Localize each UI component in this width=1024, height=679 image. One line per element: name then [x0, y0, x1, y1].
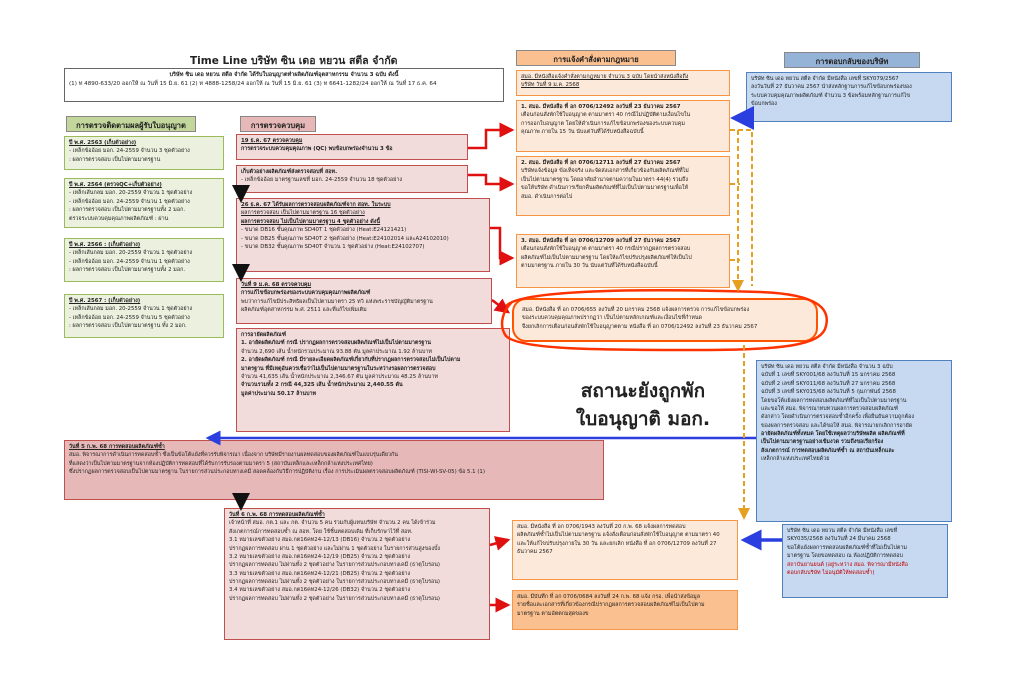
text-line: ลงวันวันที่ 27 ธันวาคม 2567 นำส่งหลักฐานการแก้ไขข้อบกพร่องของ	[751, 84, 912, 91]
text-line: 1. อายัดผลิตภัณฑ์ กรณี ปรากฏผลการตรวจสอบผลิตภัณฑ์ไม่เป็นไปตามมาตรฐาน	[241, 340, 431, 347]
text-line: เหล็กกล้าแห่งประเทศไทยด้วย	[761, 456, 830, 463]
text-line: บริษัทแจ้งข้อมูล ข้อเท็จจริง และจัดส่งเอกสารที่เกี่ยวข้องกับผลิตภัณฑ์ที่ไม่	[521, 168, 689, 175]
text-line: - เหล็กข้ออ้อย มอก. 24-2559 จำนวน 1 ชุดตัวอย่าง	[69, 198, 190, 205]
text-line: 3.1 หมายเลขตัวอย่าง สมอ.กต16คท24-12/13 (DB16) จำนวน 2 ชุดตัวอย่าง	[229, 537, 411, 544]
header-company-reply: การตอบกลับของบริษัท	[784, 52, 920, 68]
text-line: - ขนาด DB25 ชั้นคุณภาพ SD40T 2 ชุดตัวอย่าง (Heat:E24102014 และA24102010)	[241, 235, 449, 242]
text-line: : ผลการตรวจสอบ เป็นไปตามมาตรฐาน	[69, 156, 161, 163]
text-line: ปี พ.ศ. 2564 (ตรวจQC+เก็บตัวอย่าง)	[69, 182, 162, 188]
text-line: 1. สมอ. มีหนังสือ ที่ อก 0706/12492 ลงวันที่ 23 ธันวาคม 2567	[521, 104, 681, 110]
text-line: สมอ. มีหนังสือแจ้งคำสั่งตามกฎหมาย จำนวน 3 ฉบับ โดยนำส่งหนังสือถึง	[521, 74, 689, 80]
text-line: มาตรฐาน ตามอัตตกมสุดของข	[517, 610, 589, 617]
text-line: 3.2 หมายเลขตัวอย่าง สมอ.กต16คท24-12/19 (DB25) จำนวน 2 ชุดตัวอย่าง	[229, 553, 411, 560]
text-line: สถาบันยานยนต์ (อยู่ระหว่าง สมอ. พิจารณามีหนังสือ	[787, 561, 908, 568]
text-line: : ผลการตรวจสอบ เป็นไปตามมาตรฐานทั้ง 2 มอก.	[69, 267, 186, 274]
text-line: วันที่ 6 ก.พ. 68 การทดสอบผลิตภัณฑ์ซ้ำ	[229, 512, 325, 518]
text-line: คุณภาพ ภายใน 15 วัน นับแต่วันที่ได้รับหนังสือฉบับนี้	[521, 129, 644, 136]
text-line: 19 ธ.ค. 67 ตรวจควบคุม	[241, 138, 303, 144]
arrow-control-to-letter-12492	[468, 130, 512, 148]
text-line: สมอ. พิจารณาการดำเนินการทดสอบซ้ำ ซึ่งเป็นข้อโต้แย้งที่ควรรับพิจารณา เนื่องจาก บริษัทมีรายงานผลทดสอบของผลิตภัณฑ์ในแบบรุ่นเดียวกัน	[69, 452, 398, 459]
text-line: ฉบับที่ 2 เลขที่ SKY011/68 ลงวันวันที่ 27 มกราคม 2568	[761, 380, 896, 387]
text-line: ปรากฏผลการทดสอบ ไม่ผ่านทั้ง 2 ชุดตัวอย่าง ในรายการส่วนประกอบทางเคมี (ธาตุโบรอน)	[229, 579, 441, 585]
text-line: ผลิตภัณฑ์อุตสาหกรรม พ.ศ. 2511 และที่แก้ไขเพิ่มเติม	[241, 307, 367, 314]
text-line: ตรวจระบบควบคุมคุณภาพผลิตภัณฑ์ : ผ่าน	[69, 215, 169, 222]
text-line: บริษัท วันที่ 9 ม.ค. 2568	[521, 82, 580, 89]
text-line: การอายัดผลิตภัณฑ์	[241, 332, 287, 338]
text-line: ธันวาคม 2567	[517, 549, 553, 556]
text-line: 2. สมอ. มีหนังสือ ที่ อก 0706/12711 ลงวันที่ 27 ธันวาคม 2567	[521, 160, 681, 166]
text-line: สมอ. ดำเนินการต่อไป	[521, 193, 573, 200]
text-line: สมอ. มีหนังสือ ที่ อก 0706/1943 ลงวันที่ 20 ก.พ. 68 แจ้งผลการทดสอบ	[517, 524, 686, 530]
arrow-retest-to-letter-1943	[490, 540, 508, 545]
text-line: - ขนาด DB16 ชั้นคุณภาพ SD40T 1 ชุดตัวอย่าง (Heat:E24121421)	[241, 227, 407, 234]
text-line: - ขนาด DB32 ชั้นคุณภาพ SD40T จำนวน 1 ชุดตัวอย่าง (Heat:E24102707)	[241, 243, 425, 250]
text-line: - เหล็กข้ออ้อย มอก. 24-2559 จำนวน 1 ชุดตัวอย่าง	[69, 258, 190, 265]
text-line: ขอโต้แย้งผลการทดสอบผลิตภัณฑ์ซ้ำที่ไม่เป็นไปตาม	[787, 544, 907, 551]
text-line: และขอให้ สมอ. พิจารณาทบทวนผลการตรวจสอบผลิตภัณฑ์	[761, 405, 899, 412]
intro-line-1: บริษัท ซิน เดอ หยวน สตีล จำกัด ได้รับใบอนุญาตทำผลิตภัณฑ์อุตสาหกรรม จำนวน 3 ฉบับ ดังนี้	[169, 72, 399, 78]
text-line: มาตรฐาน ที่มีเหตุอันควรเชื่อว่าไม่เป็นไปตามมาตรฐานในระหว่างรอผลการตรวจสอบ	[241, 365, 436, 372]
text-line: พบว่าการแก้ไขมีประสิทธิผลเป็นไปตามมาตรา 25 ทวิ แห่งพระราชบัญญัติมาตรฐาน	[241, 298, 433, 305]
text-line: จำนวนรวมทั้ง 2 กรณี 44,325 เส้น น้ำหนักประมาณ 2,440.55 ตัน	[241, 382, 403, 389]
text-line: บริษัท ซิน เดอ หยวน สตีล จำกัด มีหนังสือ เลขที่ SKY079/2567	[751, 76, 899, 82]
text-line: - เหล็กข้ออ้อย มอก. 24-2559 จำนวน 5 ชุดตัวอย่าง	[69, 314, 190, 321]
text-line: ผลิตภัณฑ์ไม่เป็นไปตามมาตรฐาน โดยให้แก้ไขปรับปรุงผลิตภัณฑ์ให้เป็นไป	[521, 254, 692, 261]
text-line: การตรวจระบบควบคุมคุณภาพ (QC) พบข้อบกพร่องจำนวน 3 ข้อ	[241, 146, 393, 153]
text-line: การออกใบอนุญาต โดยให้ดำเนินการแก้ไขข้อบกพร่องของระบบควบคุม	[521, 120, 685, 127]
text-line: จำนวน 2,690 เส้น น้ำหนักรวมประมาณ 93.88 ตัน มูลค่าประมาณ 1.92 ล้านบาท	[241, 348, 432, 355]
text-line: เตือนก่อนสั่งพักใช้ใบอนุญาต ตามมาตรา 40 กรณีไม่ปฏิบัติตามเงื่อนไขใน	[521, 112, 691, 119]
text-line: อายัดผลิตภัณฑ์ทั้งหมด โดยใช้เหตุผลว่าบริษัทผลิต ผลิตภัณฑ์ที่	[761, 431, 905, 437]
text-line: 3. สมอ. มีหนังสือ ที่ อก 0706/12709 ลงวันที่ 27 ธันวาคม 2567	[521, 238, 681, 244]
text-line: ฉบับที่ 3 เลขที่ SKY015/68 ลงวันวันที่ 5 กุมภาพันธ์ 2568	[761, 389, 896, 396]
text-line: จำนวน 41,635 เส้น น้ำหนักประมาณ 2,346.67 ตัน มูลค่าประมาณ 48.25 ล้านบาท	[241, 373, 438, 380]
text-line: ปี พ.ศ. 2566 : (เก็บตัวอย่าง)	[69, 242, 141, 248]
text-line: บริษัท ซิน เดอ หยวน สตีล จำกัด มีหนังสือ จำนวน 3 ฉบับ	[761, 364, 893, 370]
text-line: - เหล็กเส้นกลม มอก. 20-2559 จำนวน 1 ชุดตัวอย่าง	[69, 306, 193, 313]
status-line-2: ใบอนุญาติ มอก.	[575, 407, 711, 430]
text-line: : ผลการตรวจสอบ เป็นไปตามมาตรฐานทั้ง 2 มอก.	[69, 207, 186, 214]
arrow-results-to-letter-12709	[490, 228, 512, 258]
status-line-1: สถานะยังถูกพัก	[580, 380, 706, 402]
text-line: สมอ. มีบันทึก ที่ อก 0706/0684 ลงวันที่ 24 ก.พ. 68 แจ้ง กรอ. เพื่อนำส่งข้อมูล	[517, 594, 701, 600]
highlight-circle	[502, 290, 827, 350]
text-line: มาตรฐาน โดยขอทดสอบ ณ ห้องปฏิบัติการทดสอบ	[787, 553, 903, 560]
text-line: 2. อายัดผลิตภัณฑ์ กรณี มีรายละเอียดผลิตภัณฑ์เกี่ยวกับที่ปรากฏผลการตรวจสอบไม่เป็นไปตาม	[241, 357, 461, 364]
text-line: ผลิตภัณฑ์ซ้ำไม่เป็นไปตามมาตรฐาน แจ้งสั่งเตือนก่อนสั่งพักใช้ใบอนุญาต ตามมาตรา 40	[517, 532, 720, 539]
text-line: 26 ธ.ค. 67 ได้รับผลการตรวจสอบผลิตภัณฑ์จาก สอท. ในระบบ	[241, 202, 391, 208]
text-line: ปรากฏผลการทดสอบ ไม่ผ่านทั้ง 2 ชุดตัวอย่าง ในรายการส่วนประกอบทางเคมี (ธาตุโบรอน)	[229, 595, 441, 602]
text-line: เป็นไปตามมาตรฐานอย่างเข้มงวด รวมถึงขอเรียกร้อง	[761, 439, 884, 446]
text-line: มูลค่าประมาณ 50.17 ล้านบาท	[241, 390, 317, 397]
text-line: วันที่ 5 ก.พ. 68 การทดสอบผลิตภัณฑ์ซ้ำ	[69, 444, 165, 450]
text-line: สังเกตการณ์การทดสอบซ้ำ ณ สอท. โดย ใช้ชิ้นทดสอบเดิม ที่เก็บรักษาไว้ที่ สอท.	[229, 528, 413, 535]
text-line: ตอบกลับบริษัท ไม่อนุมัติให้ทดสอบซ้ำ)	[787, 569, 875, 576]
text-line: ผลการตรวจสอบ เป็นไปตามมาตรฐาน 16 ชุดตัวอย่าง	[241, 210, 365, 217]
text-line: ฉบับที่ 1 เลขที่ SKY001/68 ลงวันวันที่ 15 มกราคม 2568	[761, 372, 896, 379]
text-line: ปี พ.ศ. 2563 (เก็บตัวอย่าง)	[69, 140, 137, 146]
text-line: สมอ. มีหนังสือ ที่ อก 0706/655 ลงวันที่ 20 มกราคม 2568 แจ้งผลการตรวจ การแก้ไขข้อบกพร่อง	[522, 307, 750, 313]
text-line: เก็บตัวอย่างผลิตภัณฑ์ส่งตรวจสอบที่ สอท.	[241, 169, 338, 175]
text-line: - เหล็กข้ออ้อย มอก. 24-2559 จำนวน 3 ชุดตัวอย่าง	[69, 148, 190, 155]
text-line: ปี พ.ศ. 2567 : (เก็บตัวอย่าง)	[69, 298, 141, 304]
text-line: บริษัท ซิน เดอ หยวน สตีล จำกัด มีหนังสือ เลขที่	[787, 528, 898, 534]
arrow-control-to-letter-12711	[468, 175, 512, 184]
dashed-link-2	[738, 130, 752, 286]
text-line: - เหล็กข้ออ้อย มาตรฐานเลขที่ มอก. 24-2559 จำนวน 18 ชุดตัวอย่าง	[241, 177, 402, 184]
text-line: ที่แสดงว่าเป็นไปตามมาตรฐานจากห้องปฏิบัติการทดสอบที่ได้รับการรับรองตามมาตรา 5 (สถาบันเหล็กและเหล็กกล้าแห่งประเทศไทย)	[69, 460, 373, 467]
text-line: 3.3 หมายเลขตัวอย่าง สมอ.กต16คท24-12/21 (DB25) จำนวน 2 ชุดตัวอย่าง	[229, 570, 411, 577]
text-line: จึงยกเลิกการเตือนก่อนสั่งพักใช้ใบอนุญาตตาม หนังสือ ที่ อก 0706/12492 ลงวันที่ 23 ธันวาคม 2567	[522, 323, 758, 330]
header-follow-up: การตรวจติดตามผลผู้รับใบอนุญาต	[66, 116, 196, 132]
text-line: ปรากฏผลการทดสอบ ผ่าน 1 ชุดตัวอย่าง และไม่ผ่าน 1 ชุดตัวอย่าง ในรายการส่วนสูงของบั้ง	[229, 545, 441, 552]
text-line: ข้อบกพร่อง	[751, 101, 777, 108]
text-line: : ผลการตรวจสอบ เป็นไปตามมาตรฐาน ทั้ง 2 มอก.	[69, 323, 187, 330]
text-line: เป็นไปตามมาตรฐาน โดยอาศัยอำนาจตามความในมาตรา 44(4) รวมถึง	[521, 176, 688, 183]
page-title: Time Line บริษัท ซิน เดอ หยวน สตีล จำกัด	[190, 55, 398, 67]
text-line: การแก้ไขข้อบกพร่องของระบบควบคุมคุณภาพผลิตภัณฑ์	[241, 290, 371, 297]
text-line: - เหล็กเส้นกลม มอก. 20-2559 จำนวน 1 ชุดตัวอย่าง	[69, 250, 193, 257]
text-line: ตามมาตรฐาน ภายใน 30 วัน นับแต่วันที่ได้รับหนังสือฉบับนี้	[521, 263, 658, 270]
text-line: วันที่ 9 ม.ค. 68 ตรวจควบคุม	[241, 282, 312, 288]
intro-line-2: (1) ท 4890-633/20 ออกให้ ณ วันที่ 15 มิ.ย. 61 (2) ท 4888-1258/24 ออกให้ ณ วันที่ 15 มิ.ย. 61 (3) ท 6641-1282/24 ออกให้ ณ วันที่ 17 ธ.ค. 64	[69, 80, 437, 87]
text-line: ขอให้บริษัท ดำเนินการเรียกคืนผลิตภัณฑ์ที่ไม่เป็นไปตามมาตรฐานเพื่อให้	[521, 185, 689, 192]
text-line: โดยขอโต้แย้งผลการทดสอบผลิตภัณฑ์ที่ไม่เป็นไปตามมาตรฐาน	[761, 397, 907, 404]
text-line: ปรากฏผลการทดสอบ ไม่ผ่านทั้ง 2 ชุดตัวอย่าง ในรายการส่วนประกอบทางเคมี (ธาตุโบรอน)	[229, 562, 441, 569]
text-line: รายชื่อและเอกสารที่เกี่ยวข้องกรณีปรากฏผลการตรวจสอบผลิตภัณฑ์ไม่เป็นไปตาม	[517, 602, 705, 609]
text-line: สังเกตการณ์ การทดสอบผลิตภัณฑ์ซ้ำ ณ สถาบันเหล็กและ	[761, 447, 895, 454]
header-control: การตรวจควบคุม	[240, 116, 316, 132]
text-line: SKY035/2568 ลงวันวันที่ 24 มีนาคม 2568	[787, 536, 891, 543]
text-line: ผลการตรวจสอบ ไม่เป็นไปตามมาตรฐาน 4 ชุดตัวอย่าง ดังนี้	[241, 218, 381, 225]
dashed-link-1	[730, 130, 738, 290]
text-line: ซึ่งปรากฏผลการตรวจสอบเป็นไปตามมาตรฐาน ในรายการส่วนประกอบทางเคมี สอดคล้องกับวิธีการปฏิบัติงาน เรื่อง การประเมินผลตรวจสอบผลิตภัณฑ์ (TISI-WI-SV-05) ข้อ 5.1 (1)	[69, 469, 485, 476]
text-line: ดังกล่าว โดยดำเนินการตรวจสอบซ้ำอีกครั้ง เพื่อยืนยันความถูกต้อง	[761, 414, 914, 421]
text-line: เตือนก่อนสั่งพักใช้ใบอนุญาต ตามมาตรา 40 กรณีปรากฏผลการตรวจสอบ	[521, 246, 691, 253]
text-line: ระบบควบคุมคุณภาพผลิตภัณฑ์ จำนวน 3 ข้อพร้อมหลักฐานการแก้ไข	[751, 92, 911, 99]
text-line: ของระบบควบคุมคุณภาพปรากฏว่า เป็นไปตามหลักเกณฑ์และเงื่อนไขที่กำหนด	[522, 315, 703, 322]
header-legal-order: การแจ้งคำสั่งตามกฎหมาย	[516, 50, 676, 66]
text-line: - เหล็กเส้นกลม มอก. 20-2559 จำนวน 1 ชุดตัวอย่าง	[69, 190, 193, 197]
text-line: เจ้าหน้าที่ สมอ. กต.1 และ กต. จำนวน 5 คน ร่วมกับผู้แทนบริษัท จำนวน 2 คน ได้เข้าร่วม	[229, 520, 436, 527]
text-line: และให้แก้ไขปรับปรุงภายใน 30 วัน และยกเลิก หนังสือ ที่ อก 0706/12709 ลงวันที่ 27	[517, 540, 717, 547]
text-line: ของผลการตรวจสอบ และได้ขอให้ สมอ. พิจารณายกเลิกการอายัด	[761, 422, 913, 429]
text-line: 3.4 หมายเลขตัวอย่าง สมอ.กต16คท24-12/26 (DB32) จำนวน 2 ชุดตัวอย่าง	[229, 587, 411, 594]
